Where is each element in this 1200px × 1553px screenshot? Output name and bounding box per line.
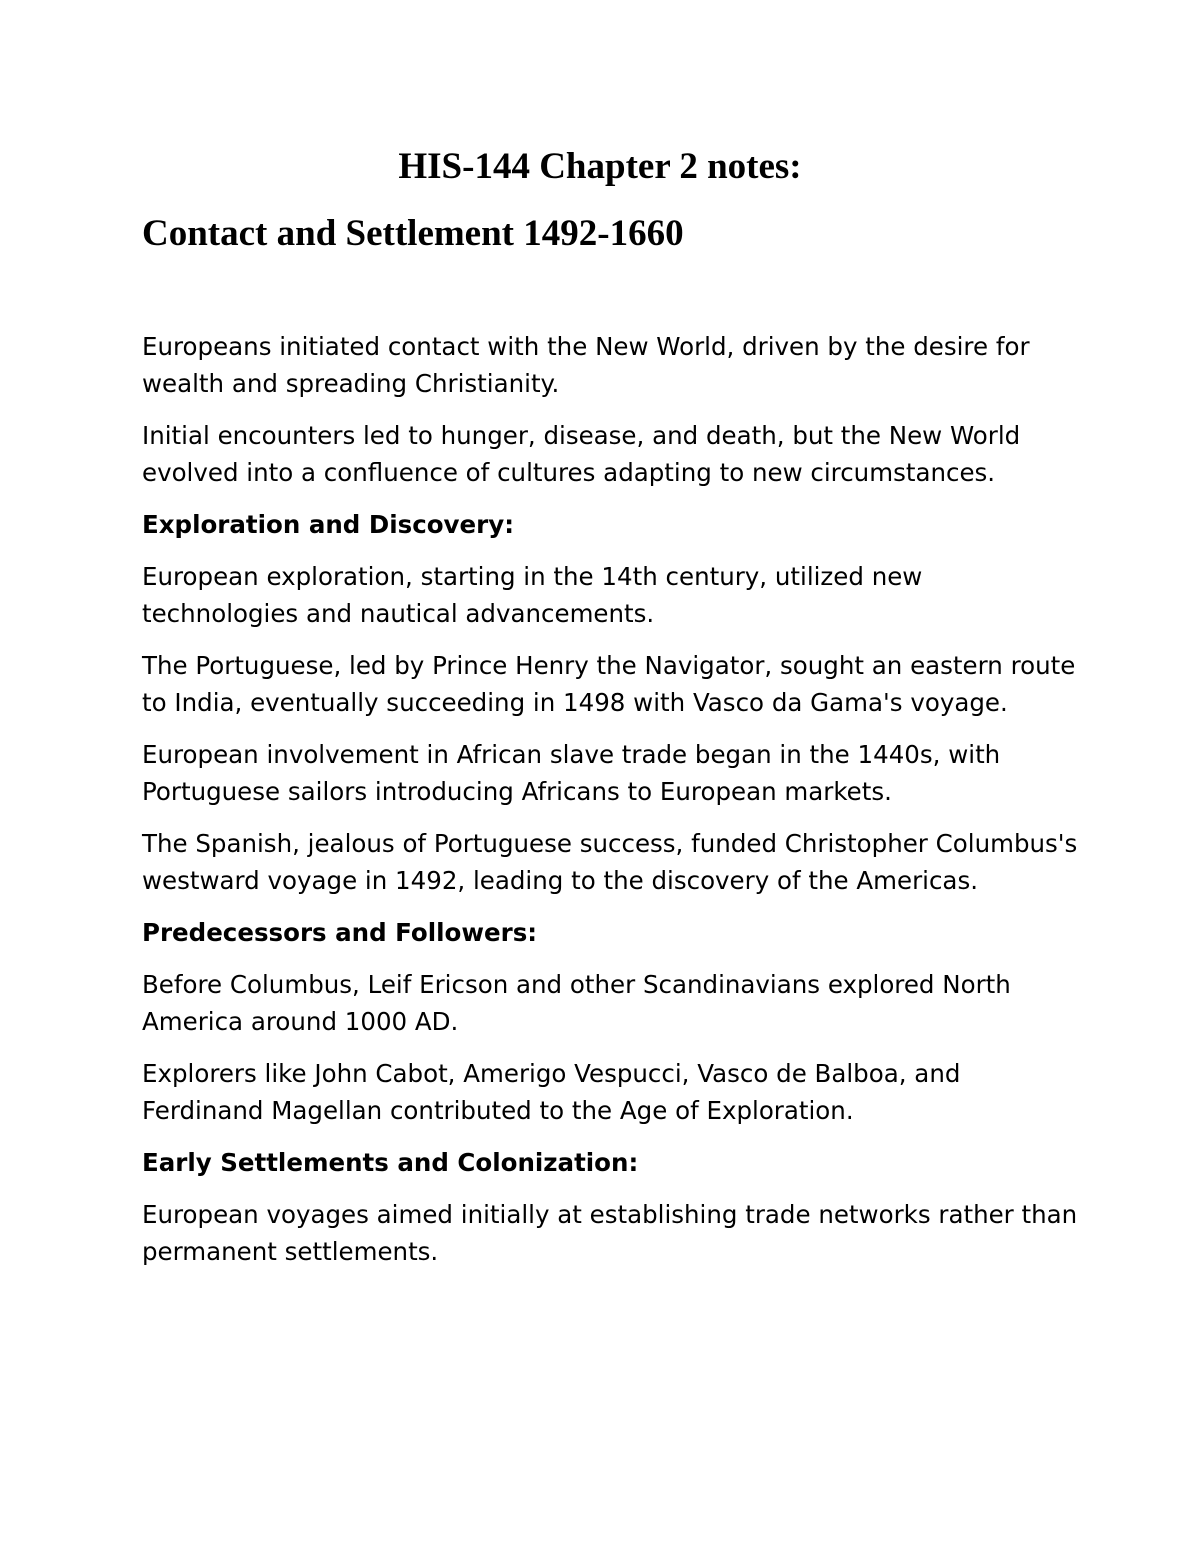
document-title: HIS-144 Chapter 2 notes: [398,146,802,187]
intro-paragraph: Initial encounters led to hunger, disease, and death, but the New World evolved into a confluence of cultures adapting to new circumstances. [142,421,1021,487]
section-heading: Predecessors and Followers: [142,918,538,947]
section-heading: Exploration and Discovery: [142,510,514,539]
section-paragraph: The Portuguese, led by Prince Henry the Navigator, sought an eastern route to India, eventually succeeding in 1498 with Vasco da Gama's voyage. [142,651,1076,717]
section-early-settlements [142,1144,1082,1270]
section-paragraph: European exploration, starting in the 14th century, utilized new technologies and nautical advancements. [142,562,923,628]
section-predecessors [142,914,1082,1129]
section-paragraph: Before Columbus, Leif Ericson and other Scandinavians explored North America around 1000 AD. [142,970,1011,1036]
section-paragraph: European voyages aimed initially at establishing trade networks rather than permanent settlements. [142,1200,1078,1266]
section-paragraph: The Spanish, jealous of Portuguese success, funded Christopher Columbus's westward voyage in 1492, leading to the discovery of the Americas. [142,829,1078,895]
section-heading: Early Settlements and Colonization: [142,1148,639,1177]
section-exploration [142,506,1082,899]
section-paragraph: Explorers like John Cabot, Amerigo Vespucci, Vasco de Balboa, and Ferdinand Magellan contributed to the Age of Exploration. [142,1059,961,1125]
document-subtitle: Contact and Settlement 1492-1660 [142,213,684,254]
intro-paragraph: Europeans initiated contact with the New World, driven by the desire for wealth and spreading Christianity. [142,332,1030,398]
document-body [142,328,1082,1285]
section-paragraph: European involvement in African slave trade began in the 1440s, with Portuguese sailors introducing Africans to European markets. [142,740,1001,806]
